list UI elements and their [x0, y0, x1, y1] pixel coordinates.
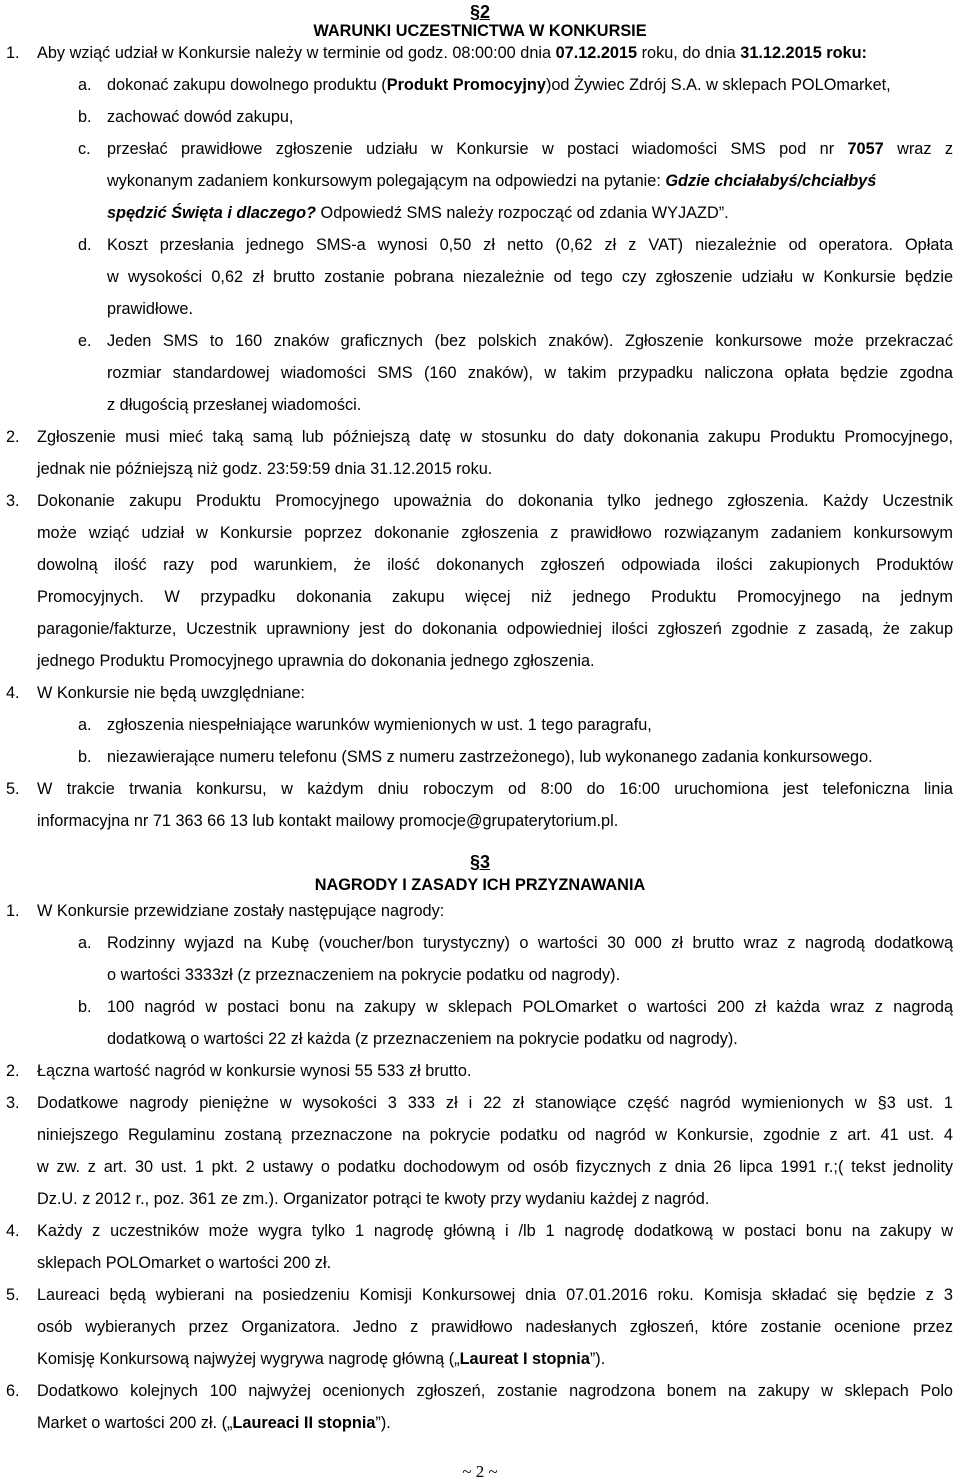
paragraph-line: dokonać zakupu dowolnego produktu (Produkt Promocyjny)od Żywiec Zdrój S.A. w sklepach POLOmarket,: [107, 76, 891, 94]
paragraph-line: Market o wartości 200 zł. („Laureaci II stopnia”).: [37, 1414, 391, 1432]
paragraph-line: dowolną ilość razy pod warunkiem, że ilość dokonanych zgłoszeń odpowiada ilości zakupionych Produktów: [37, 556, 953, 574]
paragraph-line: w wysokości 0,62 zł brutto zostanie pobrana niezależnie od tego czy zgłoszenie udziału w Konkursie będzie: [107, 268, 953, 286]
paragraph-line: niezawierające numeru telefonu (SMS z numeru zastrzeżonego), lub wykonanego zadania konkursowego.: [107, 748, 873, 766]
section-title: NAGRODY I ZASADY ICH PRZYZNAWANIA: [314, 876, 646, 894]
list-letter: a.: [78, 76, 92, 94]
paragraph-line: Zgłoszenie musi mieć taką samą lub późniejszą datę w stosunku do daty dokonania zakupu Produktu Promocyjnego,: [37, 428, 953, 446]
list-letter: b.: [78, 108, 92, 126]
paragraph-line: prawidłowe.: [107, 300, 193, 318]
list-number: 6.: [6, 1382, 20, 1400]
list-number: 1.: [6, 902, 20, 920]
list-letter: c.: [78, 140, 91, 158]
paragraph-line: Jeden SMS to 160 znaków graficznych (bez polskich znaków). Zgłoszenie konkursowe może przekraczać: [107, 332, 953, 350]
paragraph-line: o wartości 3333zł (z przeznaczeniem na pokrycie podatku od nagrody).: [107, 966, 621, 984]
list-letter: e.: [78, 332, 92, 350]
paragraph-line: Laureaci będą wybierani na posiedzeniu Komisji Konkursowej dnia 07.01.2016 roku. Komisja składać się będzie z 3: [37, 1286, 953, 1304]
paragraph-line: Dodatkowe nagrody pieniężne w wysokości 3 333 zł i 22 zł stanowiące część nagród wymienionych w §3 ust. 1: [37, 1094, 953, 1112]
paragraph-line: jednak nie późniejszą niż godz. 23:59:59 dnia 31.12.2015 roku.: [37, 460, 493, 478]
paragraph-line: spędzić Święta i dlaczego? Odpowiedź SMS należy rozpocząć od zdania WYJAZD”.: [107, 204, 729, 222]
paragraph-line: Koszt przesłania jednego SMS-a wynosi 0,50 zł netto (0,62 zł z VAT) niezależnie od operatora. Opłata: [107, 236, 953, 254]
paragraph-line: zachować dowód zakupu,: [107, 108, 294, 126]
paragraph-line: Promocyjnych. W przypadku dokonania zakupu więcej niż jednego Produktu Promocyjnego na jednym: [37, 588, 953, 606]
page-number: ~ 2 ~: [462, 1462, 498, 1481]
paragraph-line: Aby wziąć udział w Konkursie należy w terminie od godz. 08:00:00 dnia 07.12.2015 roku, do dnia 31.12.2015 roku:: [37, 44, 867, 62]
list-letter: b.: [78, 748, 92, 766]
list-letter: d.: [78, 236, 92, 254]
paragraph-line: jednego Produktu Promocyjnego uprawnia do dokonania jednego zgłoszenia.: [37, 652, 595, 670]
list-number: 1.: [6, 44, 20, 62]
list-number: 5.: [6, 780, 20, 798]
paragraph-line: w zw. z art. 30 ust. 1 pkt. 2 ustawy o podatku dochodowym od osób fizycznych z dnia 26 lipca 1991 r.;( tekst jednolity: [37, 1158, 953, 1176]
paragraph-line: Łączna wartość nagród w konkursie wynosi 55 533 zł brutto.: [37, 1062, 472, 1080]
section-number: §3: [469, 852, 491, 872]
paragraph-line: z długością przesłanej wiadomości.: [107, 396, 362, 414]
list-number: 4.: [6, 684, 20, 702]
paragraph-line: Rodzinny wyjazd na Kubę (voucher/bon turystyczny) o wartości 30 000 zł brutto wraz z nagrodą dodatkową: [107, 934, 953, 952]
paragraph-line: Dz.U. z 2012 r., poz. 361 ze zm.). Organizator potrąci te kwoty przy wydaniu każdej z nagród.: [37, 1190, 710, 1208]
list-letter: a.: [78, 716, 92, 734]
paragraph-line: paragonie/fakturze, Uczestnik uprawniony jest do dokonania odpowiedniej ilości zgłoszeń zgodnie z zasadą, że zakup: [37, 620, 953, 638]
list-letter: a.: [78, 934, 92, 952]
paragraph-line: wykonanym zadaniem konkursowym polegającym na odpowiedzi na pytanie: Gdzie chciałabyś/chciałbyś: [107, 172, 877, 190]
list-letter: b.: [78, 998, 92, 1016]
paragraph-line: osób wybieranych przez Organizatora. Jedno z prawidłowo nadesłanych zgłoszeń, które zostanie ocenione przez: [37, 1318, 953, 1336]
list-number: 2.: [6, 428, 20, 446]
paragraph-line: Komisję Konkursową najwyżej wygrywa nagrodę główną („Laureat I stopnia”).: [37, 1350, 606, 1368]
paragraph-line: Dodatkowo kolejnych 100 najwyżej ocenionych zgłoszeń, zostanie nagrodzona bonem na zakupy w sklepach Polo: [37, 1382, 953, 1400]
paragraph-line: W trakcie trwania konkursu, w każdym dniu roboczym od 8:00 do 16:00 uruchomiona jest telefoniczna linia: [37, 780, 953, 798]
paragraph-line: 100 nagród w postaci bonu na zakupy w sklepach POLOmarket o wartości 200 zł każda wraz z nagrodą: [107, 998, 953, 1016]
paragraph-line: Każdy z uczestników może wygra tylko 1 nagrodę główną i /lb 1 nagrodę dodatkową w postaci bonu na zakupy w: [37, 1222, 953, 1240]
paragraph-line: przesłać prawidłowe zgłoszenie udziału w Konkursie w postaci wiadomości SMS pod nr 7057 wraz z: [107, 140, 953, 158]
paragraph-line: W Konkursie nie będą uwzględniane:: [37, 684, 305, 702]
paragraph-line: dodatkową o wartości 22 zł każda (z przeznaczeniem na pokrycie podatku od nagrody).: [107, 1030, 738, 1048]
paragraph-line: zgłoszenia niespełniające warunków wymienionych w ust. 1 tego paragrafu,: [107, 716, 652, 734]
list-number: 2.: [6, 1062, 20, 1080]
section-title: WARUNKI UCZESTNICTWA W KONKURSIE: [313, 22, 647, 40]
list-number: 3.: [6, 1094, 20, 1112]
list-number: 5.: [6, 1286, 20, 1304]
paragraph-line: W Konkursie przewidziane zostały następujące nagrody:: [37, 902, 445, 920]
paragraph-line: może wziąć udział w Konkursie poprzez dokonanie zgłoszenia z prawidłowo rozwiązanym zadaniem konkursowym: [37, 524, 953, 542]
list-number: 4.: [6, 1222, 20, 1240]
paragraph-line: sklepach POLOmarket o wartości 200 zł.: [37, 1254, 332, 1272]
paragraph-line: rozmiar standardowej wiadomości SMS (160 znaków), w takim przypadku naliczona opłata będzie zgodna: [107, 364, 953, 382]
paragraph-line: niniejszego Regulaminu zostaną przeznaczone na pokrycie podatku od nagród w Konkursie, zgodnie z art. 41 ust. 4: [37, 1126, 953, 1144]
paragraph-line: Dokonanie zakupu Produktu Promocyjnego upoważnia do dokonania tylko jednego zgłoszenia. Każdy Uczestnik: [37, 492, 953, 510]
section-number: §2: [469, 2, 491, 22]
paragraph-line: informacyjna nr 71 363 66 13 lub kontakt mailowy promocje@grupaterytorium.pl.: [37, 812, 619, 830]
list-number: 3.: [6, 492, 20, 510]
